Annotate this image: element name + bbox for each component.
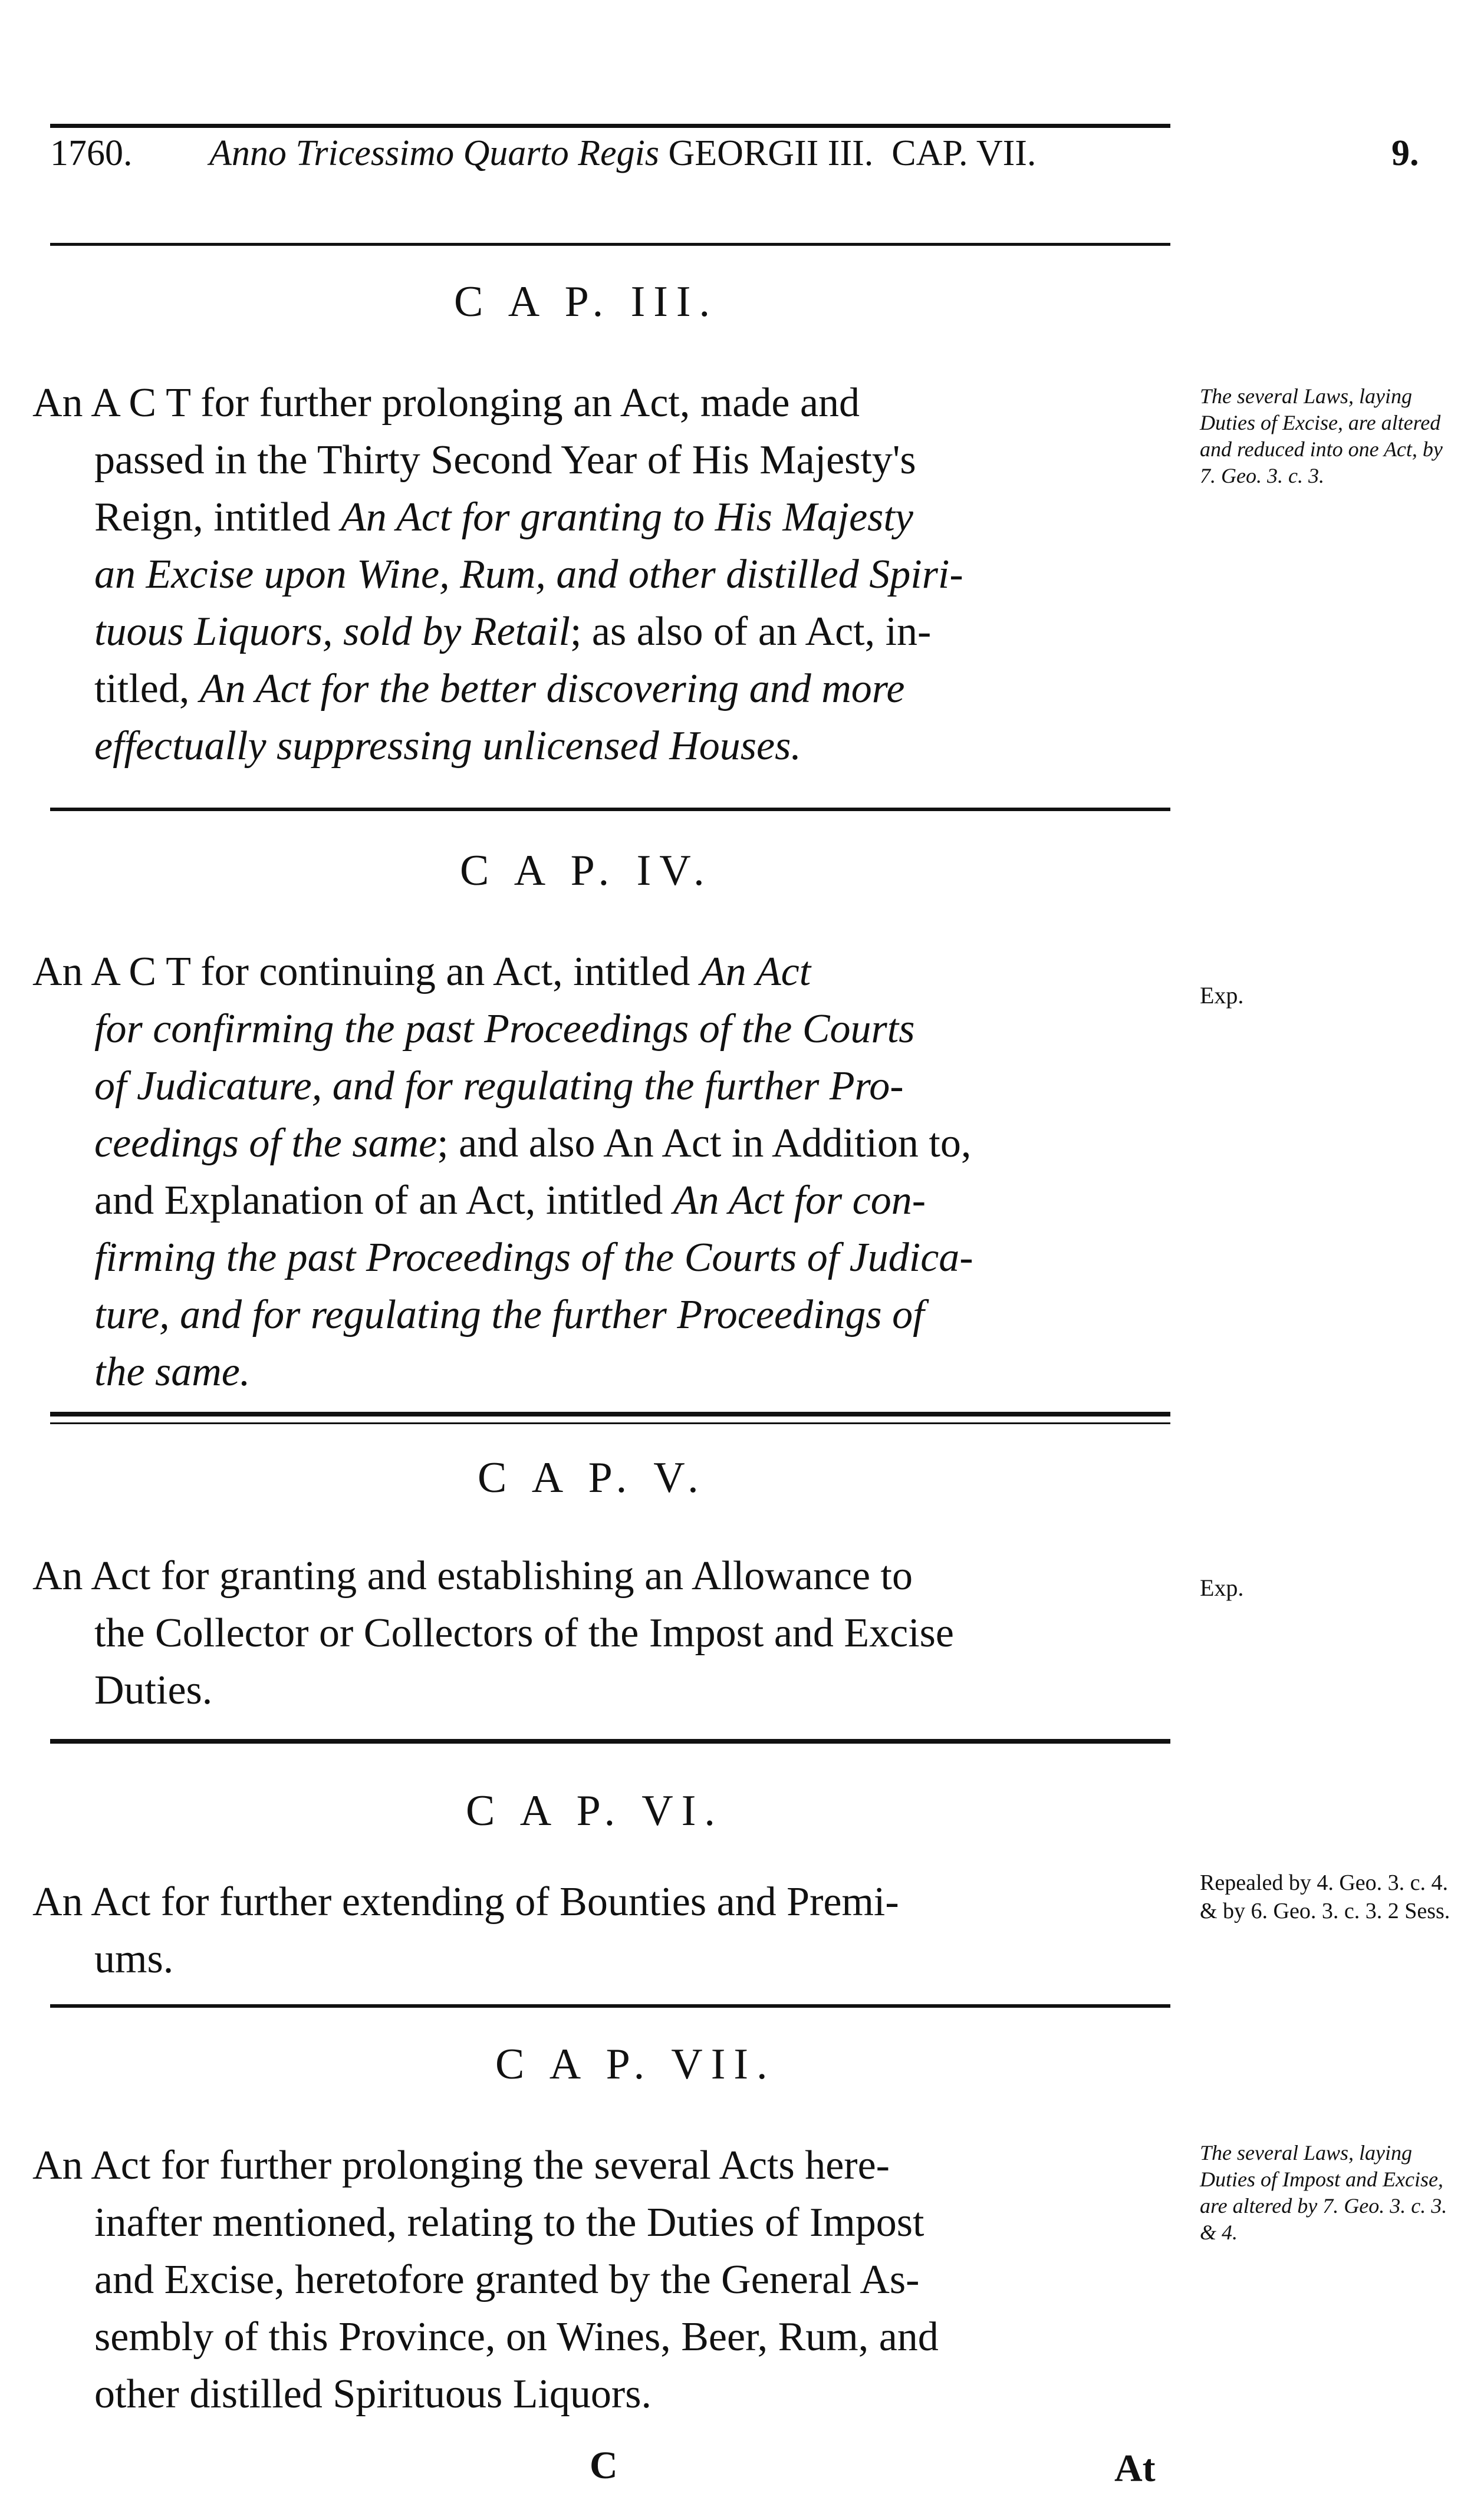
text-line bbox=[32, 2308, 1182, 2366]
roman-text: ; and also An Act in Addition to, bbox=[437, 1121, 972, 1166]
signature-mark: C bbox=[590, 2444, 618, 2487]
chapter-body bbox=[32, 374, 1182, 775]
roman-text: titled, bbox=[94, 666, 200, 711]
text-line bbox=[32, 1286, 1182, 1343]
roman-text: An Act for further extending of Bounties and Premi- bbox=[32, 1879, 899, 1925]
marginal-note: Exp. bbox=[1200, 982, 1244, 1009]
marginal-note: The several Laws, laying Duties of Impost and Excise, are altered by 7. Geo. 3. c. 3. & 4. bbox=[1200, 2141, 1447, 2244]
text-line bbox=[32, 1343, 1182, 1401]
roman-text: An A C T for continuing an Act, intitled bbox=[32, 949, 700, 994]
chapter-divider bbox=[50, 808, 1170, 811]
roman-text: ums. bbox=[94, 1936, 174, 1982]
chapter-divider bbox=[50, 1739, 1170, 1744]
text-line bbox=[32, 1115, 1182, 1172]
text-line bbox=[32, 2137, 1182, 2194]
italic-text: the same. bbox=[94, 1349, 251, 1395]
roman-text: sembly of this Province, on Wines, Beer, Rum, and bbox=[94, 2314, 939, 2360]
marginal-note: The several Laws, laying Duties of Excise, are altered and reduced into one Act, by 7. Geo. 3. c. 3. bbox=[1200, 384, 1443, 487]
catchword: At bbox=[1114, 2447, 1156, 2490]
roman-text: An Act for further prolonging the several Acts here- bbox=[32, 2143, 890, 2188]
roman-text: and Explanation of an Act, intitled bbox=[94, 1178, 673, 1223]
chapter-divider-thin bbox=[50, 1422, 1170, 1424]
italic-text: tuous Liquors, sold by Retail bbox=[94, 609, 570, 654]
text-line bbox=[32, 660, 1182, 717]
running-title-italic: Anno Tricessimo Quarto Regis bbox=[209, 133, 659, 173]
text-line bbox=[32, 431, 1182, 489]
text-line bbox=[32, 1058, 1182, 1115]
chapter-heading: C A P. V. bbox=[478, 1454, 707, 1502]
chapter-body bbox=[32, 1547, 1182, 1719]
running-chapter: CAP. VII. bbox=[891, 133, 1037, 173]
italic-text: ceedings of the same bbox=[94, 1121, 437, 1166]
running-header bbox=[50, 133, 1424, 192]
text-line bbox=[32, 1547, 1182, 1605]
roman-text: passed in the Thirty Second Year of His Majesty's bbox=[94, 437, 916, 483]
header-bottom-rule bbox=[50, 243, 1170, 246]
text-line bbox=[32, 603, 1182, 660]
roman-text: An A C T for further prolonging an Act, made and bbox=[32, 380, 860, 426]
text-line bbox=[32, 1000, 1182, 1058]
roman-text: the Collector or Collectors of the Impost and Excise bbox=[94, 1610, 954, 1656]
italic-text: an Excise upon Wine, Rum, and other distilled Spiri- bbox=[94, 552, 963, 597]
page-number: 9. bbox=[1391, 133, 1419, 173]
roman-text: Reign, intitled bbox=[94, 495, 341, 540]
top-rule bbox=[50, 124, 1170, 128]
marginal-note: Repealed by 4. Geo. 3. c. 4. & by 6. Geo. 3. c. 3. 2 Sess. bbox=[1200, 1870, 1450, 1923]
text-line bbox=[32, 1931, 1182, 1988]
chapter-heading: C A P. IV. bbox=[460, 846, 713, 895]
text-line bbox=[32, 1229, 1182, 1286]
chapter-heading: C A P. VII. bbox=[495, 2040, 776, 2089]
chapter-heading: C A P. III. bbox=[454, 278, 719, 326]
running-title-caps: GEORGII III. bbox=[668, 133, 874, 173]
italic-text: An Act for granting to His Majesty bbox=[341, 495, 913, 540]
running-title bbox=[209, 133, 1036, 174]
text-line bbox=[32, 943, 1182, 1000]
text-line bbox=[32, 546, 1182, 603]
roman-text: An Act for granting and establishing an Allowance to bbox=[32, 1553, 913, 1599]
italic-text: firming the past Proceedings of the Courts of Judica- bbox=[94, 1235, 973, 1280]
italic-text: for confirming the past Proceedings of the Courts bbox=[94, 1006, 915, 1052]
chapter-body bbox=[32, 943, 1182, 1401]
italic-text: ture, and for regulating the further Proceedings of bbox=[94, 1292, 924, 1338]
chapter-heading: C A P. VI. bbox=[466, 1787, 723, 1835]
text-line bbox=[32, 489, 1182, 546]
roman-text: Duties. bbox=[94, 1668, 213, 1713]
text-line bbox=[32, 1873, 1182, 1931]
text-line bbox=[32, 717, 1182, 775]
roman-text: inafter mentioned, relating to the Duties of Impost bbox=[94, 2200, 924, 2245]
italic-text: effectually suppressing unlicensed Houses. bbox=[94, 723, 801, 769]
roman-text: other distilled Spirituous Liquors. bbox=[94, 2371, 652, 2417]
text-line bbox=[32, 2366, 1182, 2423]
text-line bbox=[32, 2251, 1182, 2308]
text-line bbox=[32, 1172, 1182, 1229]
italic-text: An Act for the better discovering and more bbox=[199, 666, 905, 711]
chapter-divider bbox=[50, 1412, 1170, 1417]
chapter-divider bbox=[50, 2004, 1170, 2008]
chapter-body bbox=[32, 2137, 1182, 2423]
text-line bbox=[32, 1662, 1182, 1719]
text-line bbox=[32, 374, 1182, 431]
header-year: 1760. bbox=[50, 133, 133, 173]
italic-text: An Act bbox=[700, 949, 811, 994]
roman-text: and Excise, heretofore granted by the General As- bbox=[94, 2257, 920, 2302]
italic-text: An Act for con- bbox=[673, 1178, 926, 1223]
text-line bbox=[32, 2194, 1182, 2251]
text-line bbox=[32, 1605, 1182, 1662]
roman-text: ; as also of an Act, in- bbox=[570, 609, 932, 654]
italic-text: of Judicature, and for regulating the further Pro- bbox=[94, 1063, 904, 1109]
marginal-note: Exp. bbox=[1200, 1574, 1244, 1601]
chapter-body bbox=[32, 1873, 1182, 1988]
